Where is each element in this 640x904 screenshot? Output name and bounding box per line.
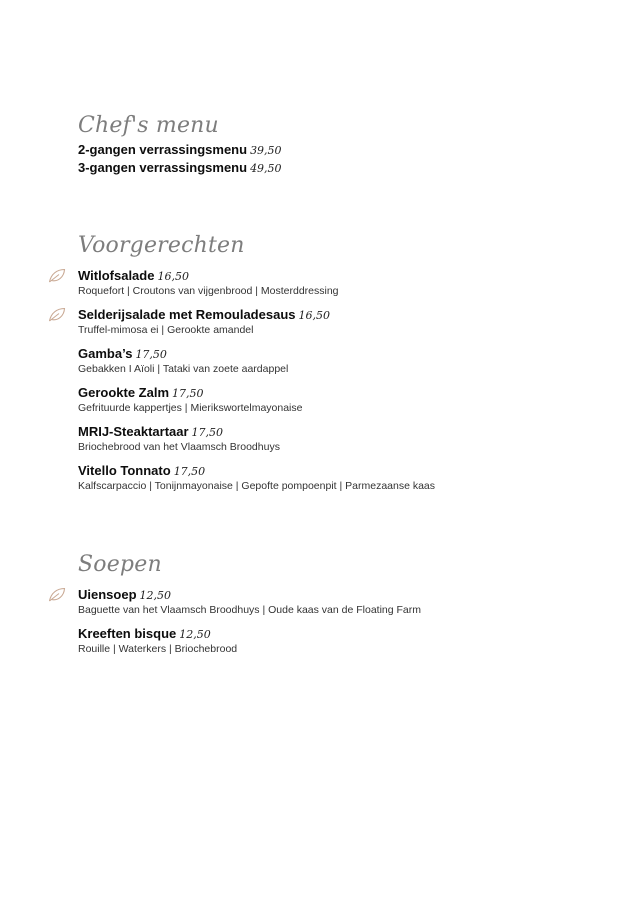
item-price: 17,50 xyxy=(173,465,206,478)
item-name: Gamba’s xyxy=(78,346,133,361)
item-name: Selderijsalade met Remouladesaus xyxy=(78,307,296,322)
item-name: Uiensoep xyxy=(78,587,137,602)
item-name: Witlofsalade xyxy=(78,268,155,283)
item-price: 12,50 xyxy=(139,589,172,602)
item-price: 16,50 xyxy=(157,270,189,283)
menu-item xyxy=(78,462,598,493)
item-name: MRIJ-Steaktartaar xyxy=(78,424,189,439)
item-name: Gerookte Zalm xyxy=(78,385,170,400)
section-chefs-menu xyxy=(78,113,598,177)
item-price: 17,50 xyxy=(191,426,224,439)
menu-item xyxy=(78,423,598,454)
chefs-menu-list xyxy=(78,141,598,177)
section-title-soepen: Soepen xyxy=(78,552,162,577)
item-price: 12,50 xyxy=(179,628,211,641)
section-title-chefs-menu: Chef's menu xyxy=(78,113,219,138)
item-price: 17,50 xyxy=(135,348,167,361)
section-soepen xyxy=(78,552,598,664)
item-description: Gefrituurde kappertjes | Mierikswortelmayonaise xyxy=(78,402,303,414)
item-description: Rouille | Waterkers | Briochebrood xyxy=(78,643,238,655)
item-name: 3-gangen verrassingsmenu xyxy=(78,160,248,175)
section-title-voorgerechten: Voorgerechten xyxy=(78,233,245,258)
item-name: Kreeften bisque xyxy=(78,626,177,641)
menu-item xyxy=(78,306,598,337)
menu-item xyxy=(78,159,598,177)
item-price: 16,50 xyxy=(298,309,330,322)
leaf-icon xyxy=(48,307,66,323)
item-price: 17,50 xyxy=(172,387,204,400)
item-description: Truffel-mimosa ei | Gerookte amandel xyxy=(78,324,254,336)
item-name: 2-gangen verrassingsmenu xyxy=(78,142,248,157)
item-description: Briochebrood van het Vlaamsch Broodhuys xyxy=(78,441,280,453)
menu-item xyxy=(78,625,598,656)
item-description: Kalfscarpaccio | Tonijnmayonaise | Gepofte pompoenpit | Parmezaanse kaas xyxy=(78,480,436,492)
menu-item xyxy=(78,384,598,415)
item-description: Baguette van het Vlaamsch Broodhuys | Oude kaas van de Floating Farm xyxy=(78,604,422,616)
menu-item xyxy=(78,345,598,376)
leaf-icon xyxy=(48,268,66,284)
menu-item xyxy=(78,141,598,159)
section-voorgerechten xyxy=(78,233,598,501)
menu-item xyxy=(78,267,598,298)
item-price: 39,50 xyxy=(250,144,282,157)
leaf-icon xyxy=(48,587,66,603)
item-price: 49,50 xyxy=(250,162,282,175)
item-description: Gebakken I Aïoli | Tataki van zoete aardappel xyxy=(78,363,289,375)
menu-item xyxy=(78,586,598,617)
item-description: Roquefort | Croutons van vijgenbrood | Mosterddressing xyxy=(78,285,339,297)
item-name: Vitello Tonnato xyxy=(78,463,171,478)
